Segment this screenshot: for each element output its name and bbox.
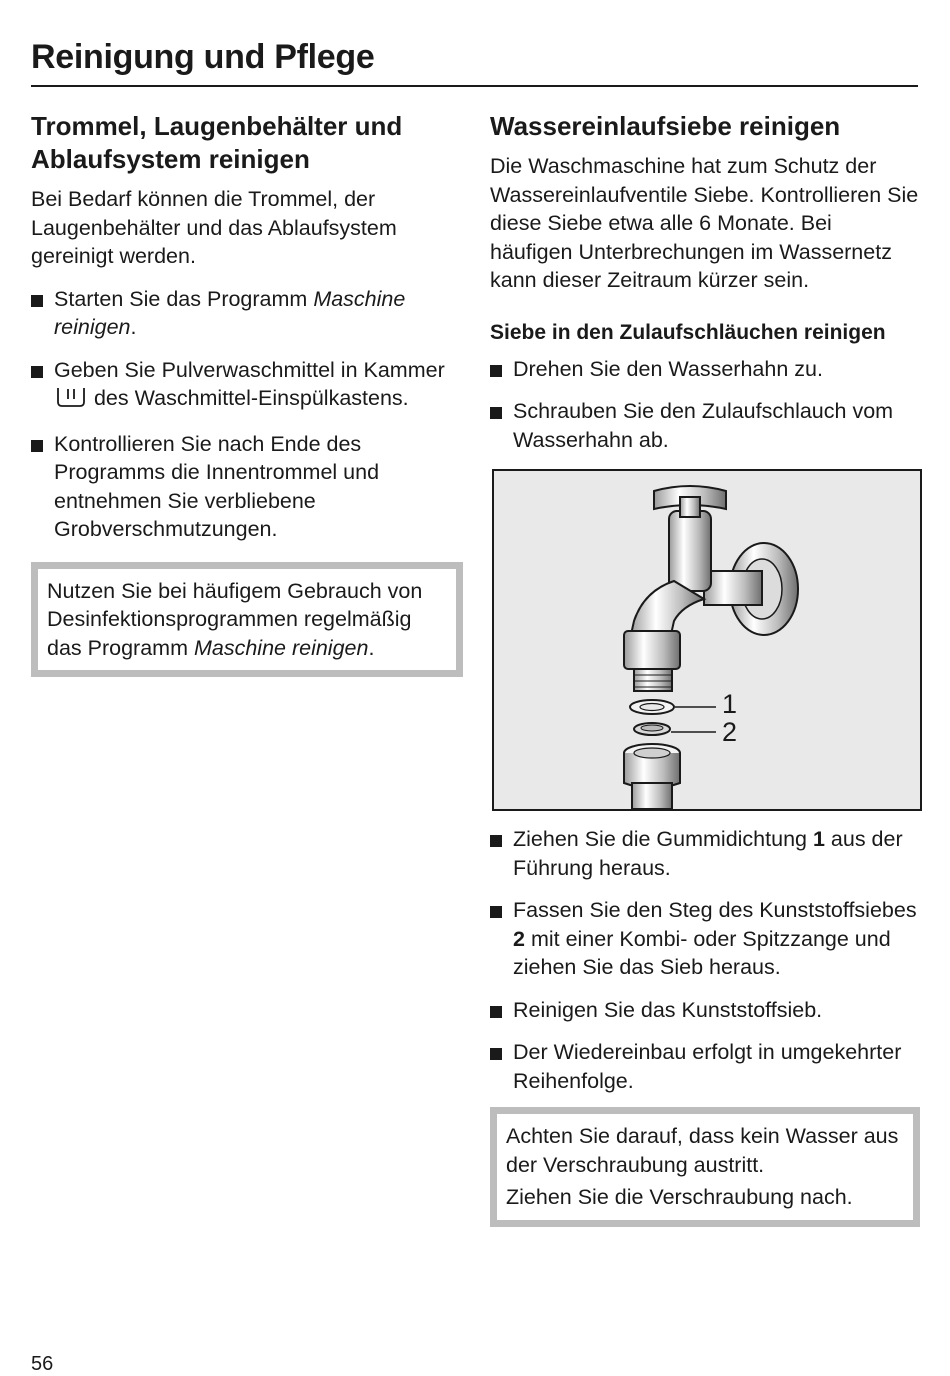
bullet-square-icon <box>490 407 502 419</box>
list-item: Starten Sie das Programm Maschine reinigen. <box>31 285 463 342</box>
list-item: Kontrollieren Sie nach Ende des Programms die Innentrommel und entnehmen Sie verbliebene Grobverschmutzungen. <box>31 430 463 544</box>
right-column <box>490 110 920 1227</box>
list-item: Ziehen Sie die Gummidichtung 1 aus der Führung heraus. <box>490 825 920 882</box>
drum-steps-list <box>31 285 463 544</box>
note-box-disinfection: Nutzen Sie bei häufigem Gebrauch von Desinfektionsprogrammen regelmäßig das Programm Maschine reinigen. <box>31 562 463 678</box>
left-column <box>31 110 463 677</box>
hose-steps-list-a <box>490 355 920 455</box>
bullet-square-icon <box>490 906 502 918</box>
bullet-square-icon <box>31 295 43 307</box>
tap-hose-illustration <box>492 469 922 811</box>
list-item: Drehen Sie den Wasserhahn zu. <box>490 355 920 384</box>
section-heading-inlet-filters: Wassereinlaufsiebe reinigen <box>490 111 841 141</box>
subheading-hose-filters: Siebe in den Zulaufschläuchen reinigen <box>490 320 886 344</box>
bullet-square-icon <box>490 835 502 847</box>
section-heading-drum: Trommel, Laugenbehälter und Ablaufsystem reinigen <box>31 111 403 174</box>
bullet-square-icon <box>490 365 502 377</box>
title-divider <box>31 85 918 87</box>
figure-label-2: 2 <box>722 717 738 747</box>
bullet-square-icon <box>31 366 43 378</box>
section-intro-drum: Bei Bedarf können die Trommel, der Laugenbehälter und das Ablaufsystem gereinigt werden. <box>31 187 397 268</box>
bullet-square-icon <box>490 1048 502 1060</box>
water-tap-icon <box>494 471 920 809</box>
note-line: Ziehen Sie die Verschraubung nach. <box>506 1185 853 1209</box>
bullet-square-icon <box>490 1006 502 1018</box>
note-line: Achten Sie darauf, dass kein Wasser aus der Verschraubung austritt. <box>506 1124 899 1177</box>
hose-steps-list-b <box>490 825 920 1095</box>
page-number: 56 <box>31 1353 54 1375</box>
page-title: Reinigung und Pflege <box>31 38 375 76</box>
bullet-square-icon <box>31 440 43 452</box>
list-item: Geben Sie Pulverwaschmittel in Kammer des Waschmittel-Einspülkastens. <box>31 356 463 416</box>
figure-label-1: 1 <box>722 689 738 719</box>
list-item: Der Wiedereinbau erfolgt in umgekehrter Reihenfolge. <box>490 1038 920 1095</box>
list-item: Reinigen Sie das Kunststoffsieb. <box>490 996 920 1025</box>
note-box-screw-connection <box>490 1107 920 1227</box>
section-intro-inlet-filters: Die Waschmaschine hat zum Schutz der Wassereinlaufventile Siebe. Kontrollieren Sie diese Siebe etwa alle 6 Monate. Bei häufigen Unterbrechungen im Wassernetz kann dieser Zeitraum kürzer sein. <box>490 154 919 292</box>
compartment-II-icon <box>54 386 88 416</box>
list-item: Schrauben Sie den Zulaufschlauch vom Wasserhahn ab. <box>490 397 920 454</box>
list-item: Fassen Sie den Steg des Kunststoffsiebes 2 mit einer Kombi- oder Spitzzange und ziehen Sie das Sieb heraus. <box>490 896 920 982</box>
